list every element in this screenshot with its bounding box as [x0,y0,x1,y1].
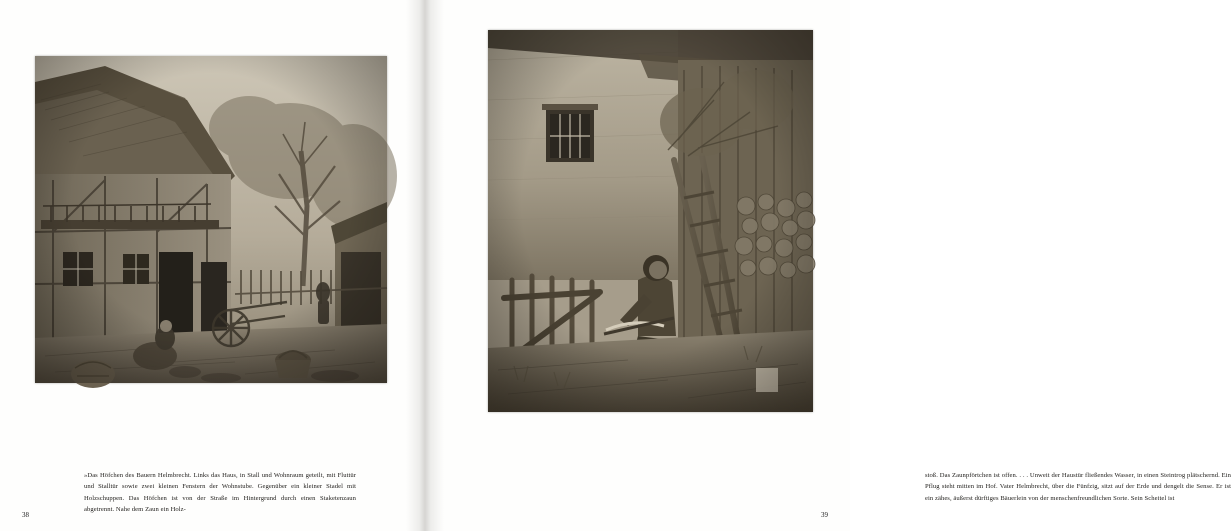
left-page-photograph [35,56,387,383]
right-page-caption: stoß. Das Zaunpförtchen ist offen. . . . Unweit der Haustür fließendes Wasser, in einen Steintrog plätschernd. Ein Pflug steht mitten im Hof. Vater Helmbrecht, über die Fünfzig, sitzt auf der Erde und dengelt die Sense. Er ist ein zähes, äußerst dürftiges Bäuerlein von der menschenfreundlichen Sorte. Sein Scheitel ist [925,472,1231,502]
left-page [0,0,425,531]
farmyard-photo-helmbrecht-cottage [35,56,387,383]
right-page-photograph [488,30,813,412]
left-page-caption: »Das Höfchen des Bauern Helmbrecht. Links das Haus, in Stall und Wohnraum geteilt, mit Fluttür und Stalltür sowie zwei kleinen Fenstern der Wohnstube. Gegenüber ein kleiner Stadel mit Holzschuppen. Das Höfchen ist von der Straße im Hintergrund durch einen Staketenzaun abgetrennt. Nahe dem Zaun ein Holz- [84,472,356,513]
left-page-folio: 38 [22,511,29,519]
farmyard-photo-man-sharpening-scythe [488,30,813,412]
right-page [425,0,1231,531]
right-page-folio: 39 [821,511,828,519]
